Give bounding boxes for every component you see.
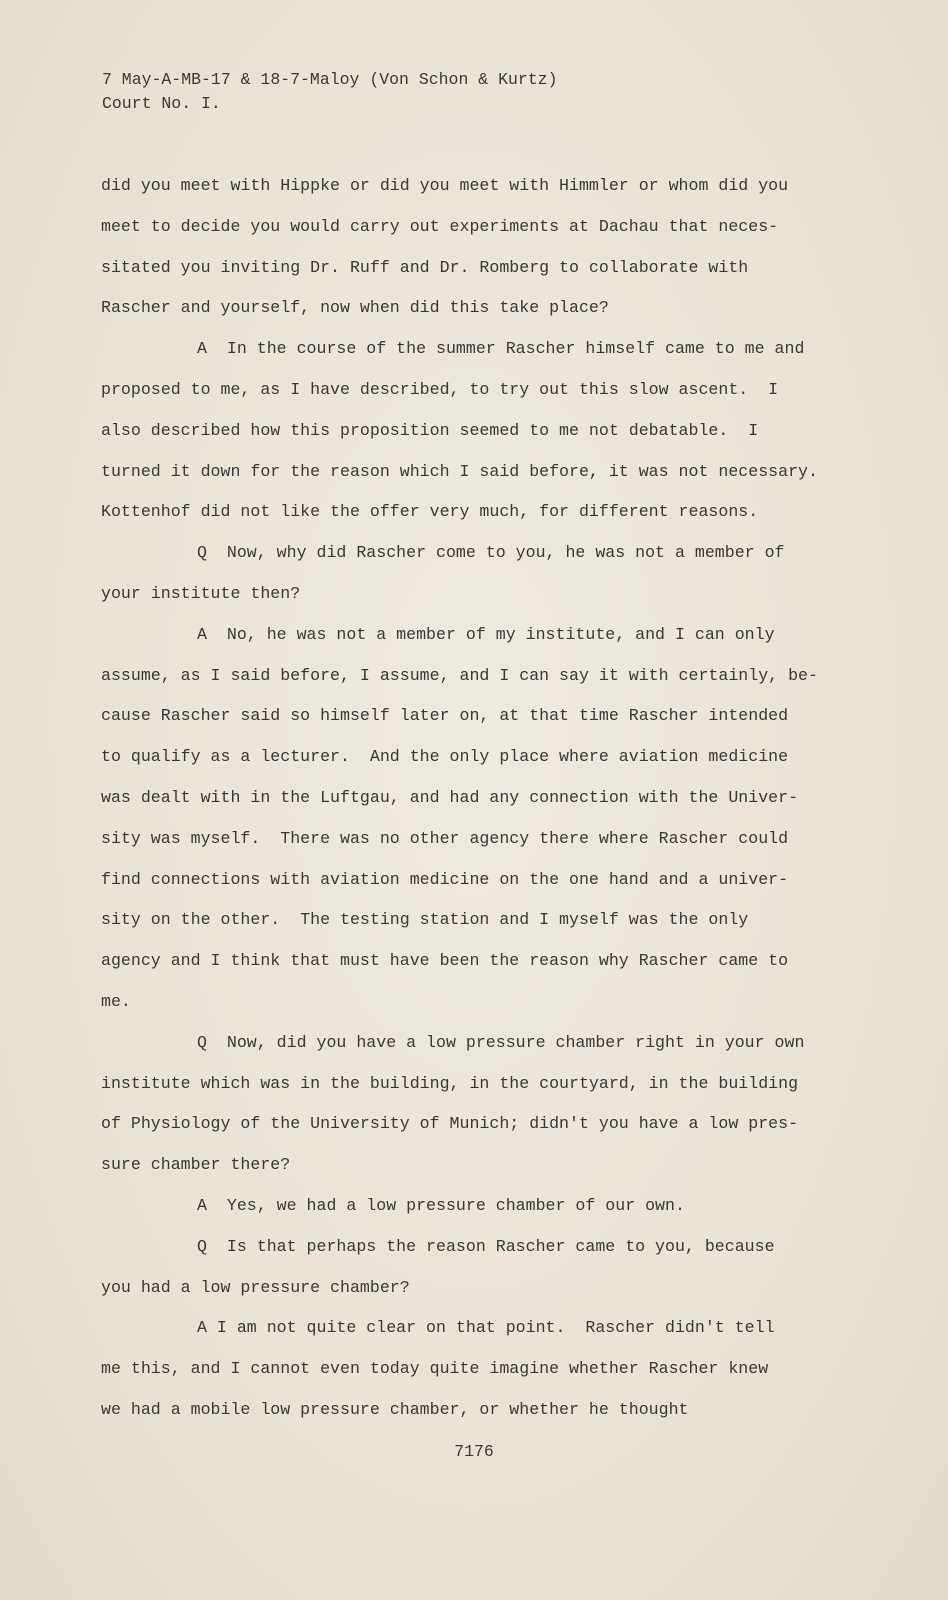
document-header — [102, 68, 557, 116]
transcript-line: me this, and I cannot even today quite imagine whether Rascher knew — [101, 1359, 769, 1379]
transcript-line: Rascher and yourself, now when did this take place? — [101, 298, 609, 318]
case-reference: 7 May-A-MB-17 & 18-7-Maloy (Von Schon & Kurtz) — [102, 70, 558, 89]
transcript-line: turned it down for the reason which I said before, it was not necessary. — [101, 461, 818, 481]
transcript-line: you had a low pressure chamber? — [101, 1277, 410, 1297]
transcript-body — [101, 166, 921, 1431]
transcript-line: sity was myself. There was no other agency there where Rascher could — [101, 828, 789, 848]
transcript-line: A Yes, we had a low pressure chamber of our own. — [197, 1195, 685, 1215]
transcript-line: A I am not quite clear on that point. Rascher didn't tell — [197, 1318, 775, 1338]
transcript-line: we had a mobile low pressure chamber, or whether he thought — [101, 1399, 689, 1419]
transcript-line: meet to decide you would carry out experiments at Dachau that neces- — [101, 216, 779, 236]
transcript-line: me. — [101, 991, 131, 1011]
transcript-line: institute which was in the building, in the courtyard, in the building — [101, 1073, 799, 1093]
transcript-line: proposed to me, as I have described, to try out this slow ascent. I — [101, 379, 779, 399]
transcript-line: your institute then? — [101, 583, 301, 603]
transcript-line: Q Now, why did Rascher come to you, he was not a member of — [197, 543, 785, 563]
transcript-line: was dealt with in the Luftgau, and had any connection with the Univer- — [101, 787, 799, 807]
transcript-line: sitated you inviting Dr. Ruff and Dr. Romberg to collaborate with — [101, 257, 749, 277]
transcript-line: of Physiology of the University of Munich; didn't you have a low pres- — [101, 1114, 799, 1134]
transcript-line: Kottenhof did not like the offer very much, for different reasons. — [101, 502, 759, 522]
transcript-line: also described how this proposition seemed to me not debatable. I — [101, 420, 759, 440]
page-number: 7176 — [454, 1442, 494, 1461]
transcript-line: sity on the other. The testing station and I myself was the only — [101, 910, 749, 930]
transcript-line: A No, he was not a member of my institute, and I can only — [197, 624, 775, 644]
transcript-line: A In the course of the summer Rascher himself came to me and — [197, 339, 805, 359]
transcript-line: did you meet with Hippke or did you meet with Himmler or whom did you — [101, 176, 789, 195]
transcript-line: agency and I think that must have been the reason why Rascher came to — [101, 951, 789, 971]
transcript-line: Q Now, did you have a low pressure chamber right in your own — [197, 1032, 805, 1052]
transcript-line: find connections with aviation medicine on the one hand and a univer- — [101, 869, 789, 889]
transcript-line: assume, as I said before, I assume, and I can say it with certainly, be- — [101, 665, 818, 685]
transcript-line: to qualify as a lecturer. And the only place where aviation medicine — [101, 747, 789, 767]
transcript-line: Q Is that perhaps the reason Rascher came to you, because — [197, 1236, 775, 1256]
transcript-line: cause Rascher said so himself later on, at that time Rascher intended — [101, 706, 789, 726]
court-number: Court No. I. — [102, 94, 221, 113]
transcript-line: sure chamber there? — [101, 1155, 291, 1175]
